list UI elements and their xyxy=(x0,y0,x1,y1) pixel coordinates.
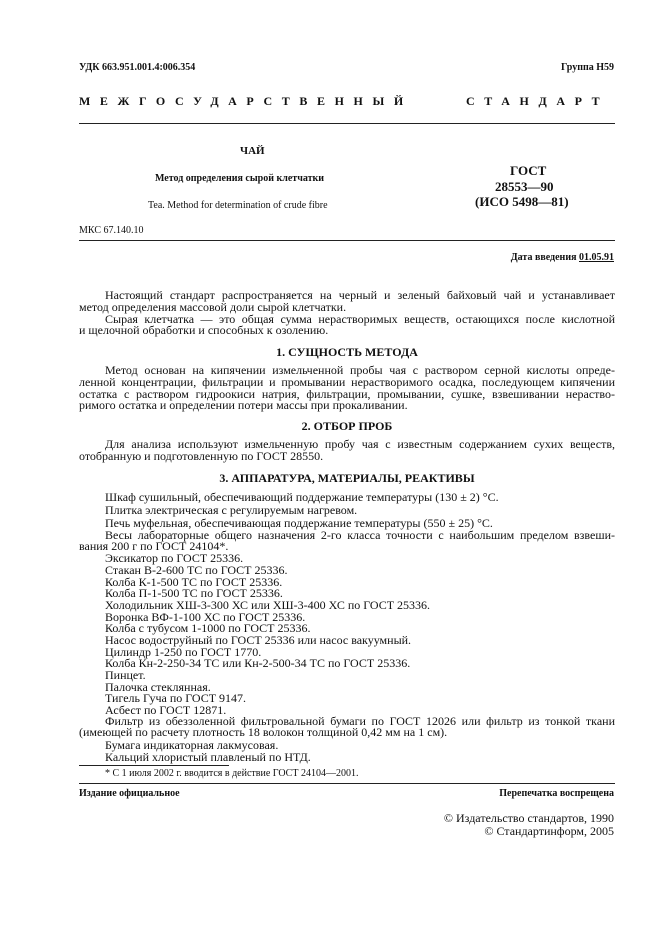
equipment-item: Колба П-1-500 ТС по ГОСТ 25336. xyxy=(105,586,283,600)
equipment-item: Холодильник ХШ-3-300 ХС или ХШ-3-400 ХС по ГОСТ 25336. xyxy=(105,598,431,612)
section-1-heading: 1. СУЩНОСТЬ МЕТОДА xyxy=(276,345,418,359)
footnote-rule xyxy=(79,765,229,766)
intro-p2-line1: Сырая клетчатка — это общая сумма нерастворимых веществ, остающихся после кислотной xyxy=(105,313,615,326)
reprint-notice: Перепечатка воспрещена xyxy=(499,788,614,799)
equipment-item: Тигель Гуча по ГОСТ 9147. xyxy=(105,691,247,705)
section-1-line: остатка с раствором гидроокиси натрия, фильтрации, промывании, сушке, взвешивании нераство- xyxy=(79,388,615,401)
section-2-heading: 2. ОТБОР ПРОБ xyxy=(301,419,393,433)
equipment-item: Пинцет. xyxy=(105,668,146,682)
banner-interstate: МЕЖГОСУДАРСТВЕННЫЙ xyxy=(79,94,413,108)
copyright-1990: © Издательство стандартов, 1990 xyxy=(443,811,614,825)
equipment-item: Палочка стеклянная. xyxy=(105,680,211,694)
equipment-item: Асбест по ГОСТ 12871. xyxy=(105,703,227,717)
equipment-filter-line1: Фильтр из обеззоленной фильтровальной бумаги по ГОСТ 12026 или фильтр из тонкой ткани xyxy=(105,715,615,728)
section-1-line: римого остатка и определении потери массы при прокаливании. xyxy=(79,399,408,412)
equipment-item: Цилиндр 1-250 по ГОСТ 1770. xyxy=(105,645,262,659)
section-2-line: Для анализа используют измельченную пробу чая с известным содержанием сухих веществ, xyxy=(105,438,615,451)
title-rule xyxy=(79,240,615,241)
section-3-heading: 3. АППАРАТУРА, МАТЕРИАЛЫ, РЕАКТИВЫ xyxy=(219,471,475,485)
doc-english-title: Tea. Method for determination of crude fibre xyxy=(148,200,328,211)
mks-code: МКС 67.140.10 xyxy=(79,225,144,236)
section-1-line: Метод основан на кипячении измельченной пробы чая с раствором серной кислоты опреде- xyxy=(105,364,615,377)
equipment-item: Стакан В-2-600 ТС по ГОСТ 25336. xyxy=(105,563,288,577)
official-edition: Издание официальное xyxy=(79,788,180,799)
footnote: * С 1 июля 2002 г. вводится в действие ГОСТ 24104—2001. xyxy=(105,768,359,779)
gost-number: 28553—90 xyxy=(495,179,554,194)
group-code: Группа Н59 xyxy=(561,62,614,73)
equipment-item: Кальций хлористый плавленый по НТД. xyxy=(105,750,311,764)
equipment-item: Шкаф сушильный, обеспечивающий поддержание температуры (130 ± 2) °С. xyxy=(105,490,499,504)
gost-label: ГОСТ xyxy=(510,163,547,178)
intro-date-label: Дата введения xyxy=(510,252,579,263)
section-2-line: отобранную и подготовленную по ГОСТ 28550. xyxy=(79,450,324,463)
footer-rule xyxy=(79,783,615,784)
equipment-item: Печь муфельная, обеспечивающая поддержание температуры (550 ± 25) °С. xyxy=(105,516,493,530)
equipment-item: Насос водоструйный по ГОСТ 25336 или насос вакуумный. xyxy=(105,633,412,647)
intro-p2-line2: и щелочной обработки и способных к озолению. xyxy=(79,324,329,337)
equipment-item: Воронка ВФ-1-100 ХС по ГОСТ 25336. xyxy=(105,610,306,624)
copyright-2005: © Стандартинформ, 2005 xyxy=(484,824,614,838)
doc-title: ЧАЙ xyxy=(240,145,265,157)
intro-p1-line1: Настоящий стандарт распространяется на черный и зеленый байховый чай и устанавливает xyxy=(105,289,615,302)
equipment-item: Плитка электрическая с регулируемым нагревом. xyxy=(105,503,358,517)
equipment-item: Эксикатор по ГОСТ 25336. xyxy=(105,551,244,565)
banner-rule xyxy=(79,123,615,124)
banner-standard: СТАНДАРТ xyxy=(466,94,610,108)
iso-number: (ИСО 5498—81) xyxy=(475,194,569,209)
intro-date-value: 01.05.91 xyxy=(579,252,614,263)
equipment-scales-line1: Весы лабораторные общего назначения 2-го класса точности с наибольшим пределом взвеши- xyxy=(105,529,615,542)
equipment-item: Бумага индикаторная лакмусовая. xyxy=(105,738,279,752)
udk-code: УДК 663.951.001.4:006.354 xyxy=(79,62,196,73)
equipment-scales-line2: вания 200 г по ГОСТ 24104*. xyxy=(79,540,229,553)
intro-date xyxy=(511,252,614,263)
doc-subtitle: Метод определения сырой клетчатки xyxy=(155,173,325,184)
equipment-item: Колба К-1-500 ТС по ГОСТ 25336. xyxy=(105,575,283,589)
equipment-item: Колба Кн-2-250-34 ТС или Кн-2-500-34 ТС по ГОСТ 25336. xyxy=(105,656,411,670)
section-1-line: ленной концентрации, фильтрации и промывании нерастворимого осадка, последующем кипячении xyxy=(79,376,615,389)
equipment-item: Колба с тубусом 1-1000 по ГОСТ 25336. xyxy=(105,621,311,635)
equipment-filter-line2: (имеющей по расчету плотность 18 волокон толщиной 0,42 мм на 1 см). xyxy=(79,726,448,739)
intro-p1-line2: метод определения массовой доли сырой клетчатки. xyxy=(79,301,347,314)
